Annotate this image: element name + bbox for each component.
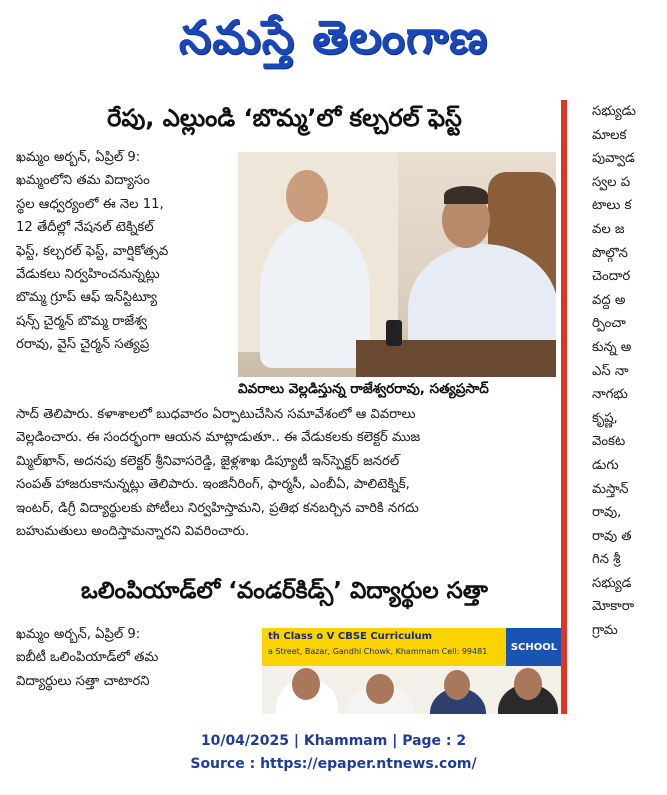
edition-info: 10/04/2025 | Khammam | Page : 2 bbox=[200, 733, 467, 749]
text-line: ర్పించా bbox=[592, 316, 626, 332]
text-line: గ్రామ bbox=[592, 623, 618, 639]
article2-photo bbox=[262, 628, 562, 714]
photo-person-left bbox=[260, 218, 370, 368]
text-line: సాద్ తెలిపారు. కళాశాలలో బుధవారం ఏర్పాటుచేసిన సమావేశంలో ఆ వివరాలు bbox=[16, 407, 416, 422]
text-line: ఖమ్మం అర్బన్, ఏప్రిల్ 9: bbox=[16, 150, 141, 165]
photo-person-left-head bbox=[286, 170, 328, 222]
text-line: బహుమతులు అందిస్తామన్నారని వివరించారు. bbox=[16, 524, 250, 540]
photo-person-1-head bbox=[292, 668, 320, 700]
text-line: వేడుకలు నిర్వహించనున్నట్లు bbox=[16, 267, 160, 283]
text-line: కున్న అ bbox=[592, 339, 632, 355]
photo-phone-stand bbox=[386, 320, 402, 346]
text-line: ఇంటర్, డిగ్రీ విద్యార్థులకు పోటీలు నిర్వహిస్తామని, ప్రతిభ కనబర్చిన వారికి నగదు bbox=[16, 500, 419, 516]
photo-person-3-head bbox=[444, 670, 470, 700]
photo-person-2-head bbox=[366, 674, 394, 704]
photo-desk bbox=[356, 340, 556, 377]
text-line: మస్తాన్ bbox=[592, 481, 629, 497]
photo-person-4-head bbox=[514, 668, 542, 700]
text-line: వల జ bbox=[592, 221, 625, 237]
text-line: వెల్లడించారు. ఈ సందర్భంగా ఆయన మాట్లాడుతూ.. ఈ వేడుకలకు కలెక్టర్ ముజ bbox=[16, 430, 421, 446]
banner-text: th Class o V CBSE Curriculum bbox=[268, 631, 433, 642]
text-line: సభ్యుడు bbox=[592, 104, 636, 119]
text-line: మోకారా bbox=[592, 599, 635, 615]
text-line: వద్ద అ bbox=[592, 292, 626, 308]
text-line: షన్స్ చైర్మన్ బొమ్మ రాజేశ్వ bbox=[16, 313, 148, 329]
text-line: పువ్వాడ bbox=[592, 151, 635, 167]
text-line: 12 తేదీల్లో నేషనల్ టెక్నికల్ bbox=[16, 220, 154, 236]
banner-address: a Street, Bazar, Gandhi Chowk, Khammam Cell: 99481 bbox=[268, 647, 488, 656]
photo-person-right-hair bbox=[444, 186, 488, 204]
article2-headline: ఒలింపియాడ్‌లో ‘వండర్‌కిడ్స్’ విద్యార్థుల సత్తా bbox=[81, 578, 488, 604]
text-line: స్థల ఆధ్వర్యంలో ఈ నెల 11, bbox=[16, 196, 164, 212]
text-line: ఐబీటీ ఒలింపియాడ్‌లో తమ bbox=[16, 650, 159, 666]
masthead bbox=[0, 0, 667, 86]
text-line: ఖమ్మంలోని తమ విద్యాసం bbox=[16, 173, 150, 189]
text-line: నాగభు bbox=[592, 387, 628, 403]
article2-left-column bbox=[16, 623, 262, 693]
article1-photo-caption: వివరాలు వెల్లడిస్తున్న రాజేశ్వరరావు, సత్యప్రసాద్ bbox=[238, 381, 489, 397]
text-line: సంపత్ హాజరుకానున్నట్లు తెలిపారు. ఇంజినీరింగ్, ఫార్మసీ, ఎంబీఏ, పాలిటెక్నిక్, bbox=[16, 477, 410, 493]
newspaper-title: నమస్తే తెలంగాణ bbox=[178, 10, 489, 64]
article1-left-column bbox=[16, 146, 234, 357]
text-line: టాలు క bbox=[592, 198, 632, 214]
article1-headline: రేపు, ఎల్లుండి ‘బొమ్మ’లో కల్చరల్ ఫెస్ట్ bbox=[107, 104, 462, 132]
text-line: గిన శ్రీ bbox=[592, 552, 621, 568]
text-line: కృష్ణ, bbox=[592, 410, 618, 426]
article1-photo bbox=[238, 152, 556, 377]
text-line: ఫెస్ట్, కల్చరల్ ఫెస్ట్, వార్షికోత్సవ bbox=[16, 243, 169, 259]
banner-logo: SCHOOL bbox=[506, 628, 562, 666]
text-line: రావు త bbox=[592, 528, 632, 544]
source-link: Source : https://epaper.ntnews.com/ bbox=[190, 756, 477, 772]
page-footer bbox=[0, 730, 667, 776]
text-line: రావు, bbox=[592, 505, 622, 521]
text-line: డుగు bbox=[592, 457, 619, 473]
adjacent-article-fragment bbox=[592, 100, 667, 714]
text-line: స్వల ప bbox=[592, 174, 631, 190]
text-line: మ్మిల్‌ఖాన్, అదనపు కలెక్టర్ శ్రీనివాసరెడ్డి, జైళ్లశాఖ డిప్యూటీ ఇన్‌స్పెక్టర్ జనరల్ bbox=[16, 453, 400, 469]
text-line: వెంకట bbox=[592, 434, 626, 450]
text-line: మాలక bbox=[592, 127, 627, 143]
school-banner bbox=[262, 628, 562, 666]
article1-full-width-text bbox=[16, 403, 556, 543]
news-clipping bbox=[8, 100, 567, 714]
text-line: పొల్గొన bbox=[592, 245, 628, 261]
text-line: ఖమ్మం అర్బన్, ఏప్రిల్ 9: bbox=[16, 627, 141, 642]
text-line: బొమ్మ గ్రూప్ ఆఫ్ ఇన్‌స్టిట్యూ bbox=[16, 290, 158, 306]
text-line: రరావు, వైస్ చైర్మన్ సత్యప్ర bbox=[16, 337, 150, 353]
text-line: సభ్యుడ bbox=[592, 575, 632, 591]
text-line: విద్యార్థులు సత్తా చాటారని bbox=[16, 673, 150, 689]
text-line: చెందార bbox=[592, 269, 631, 285]
text-line: ఎస్ నా bbox=[592, 363, 629, 379]
